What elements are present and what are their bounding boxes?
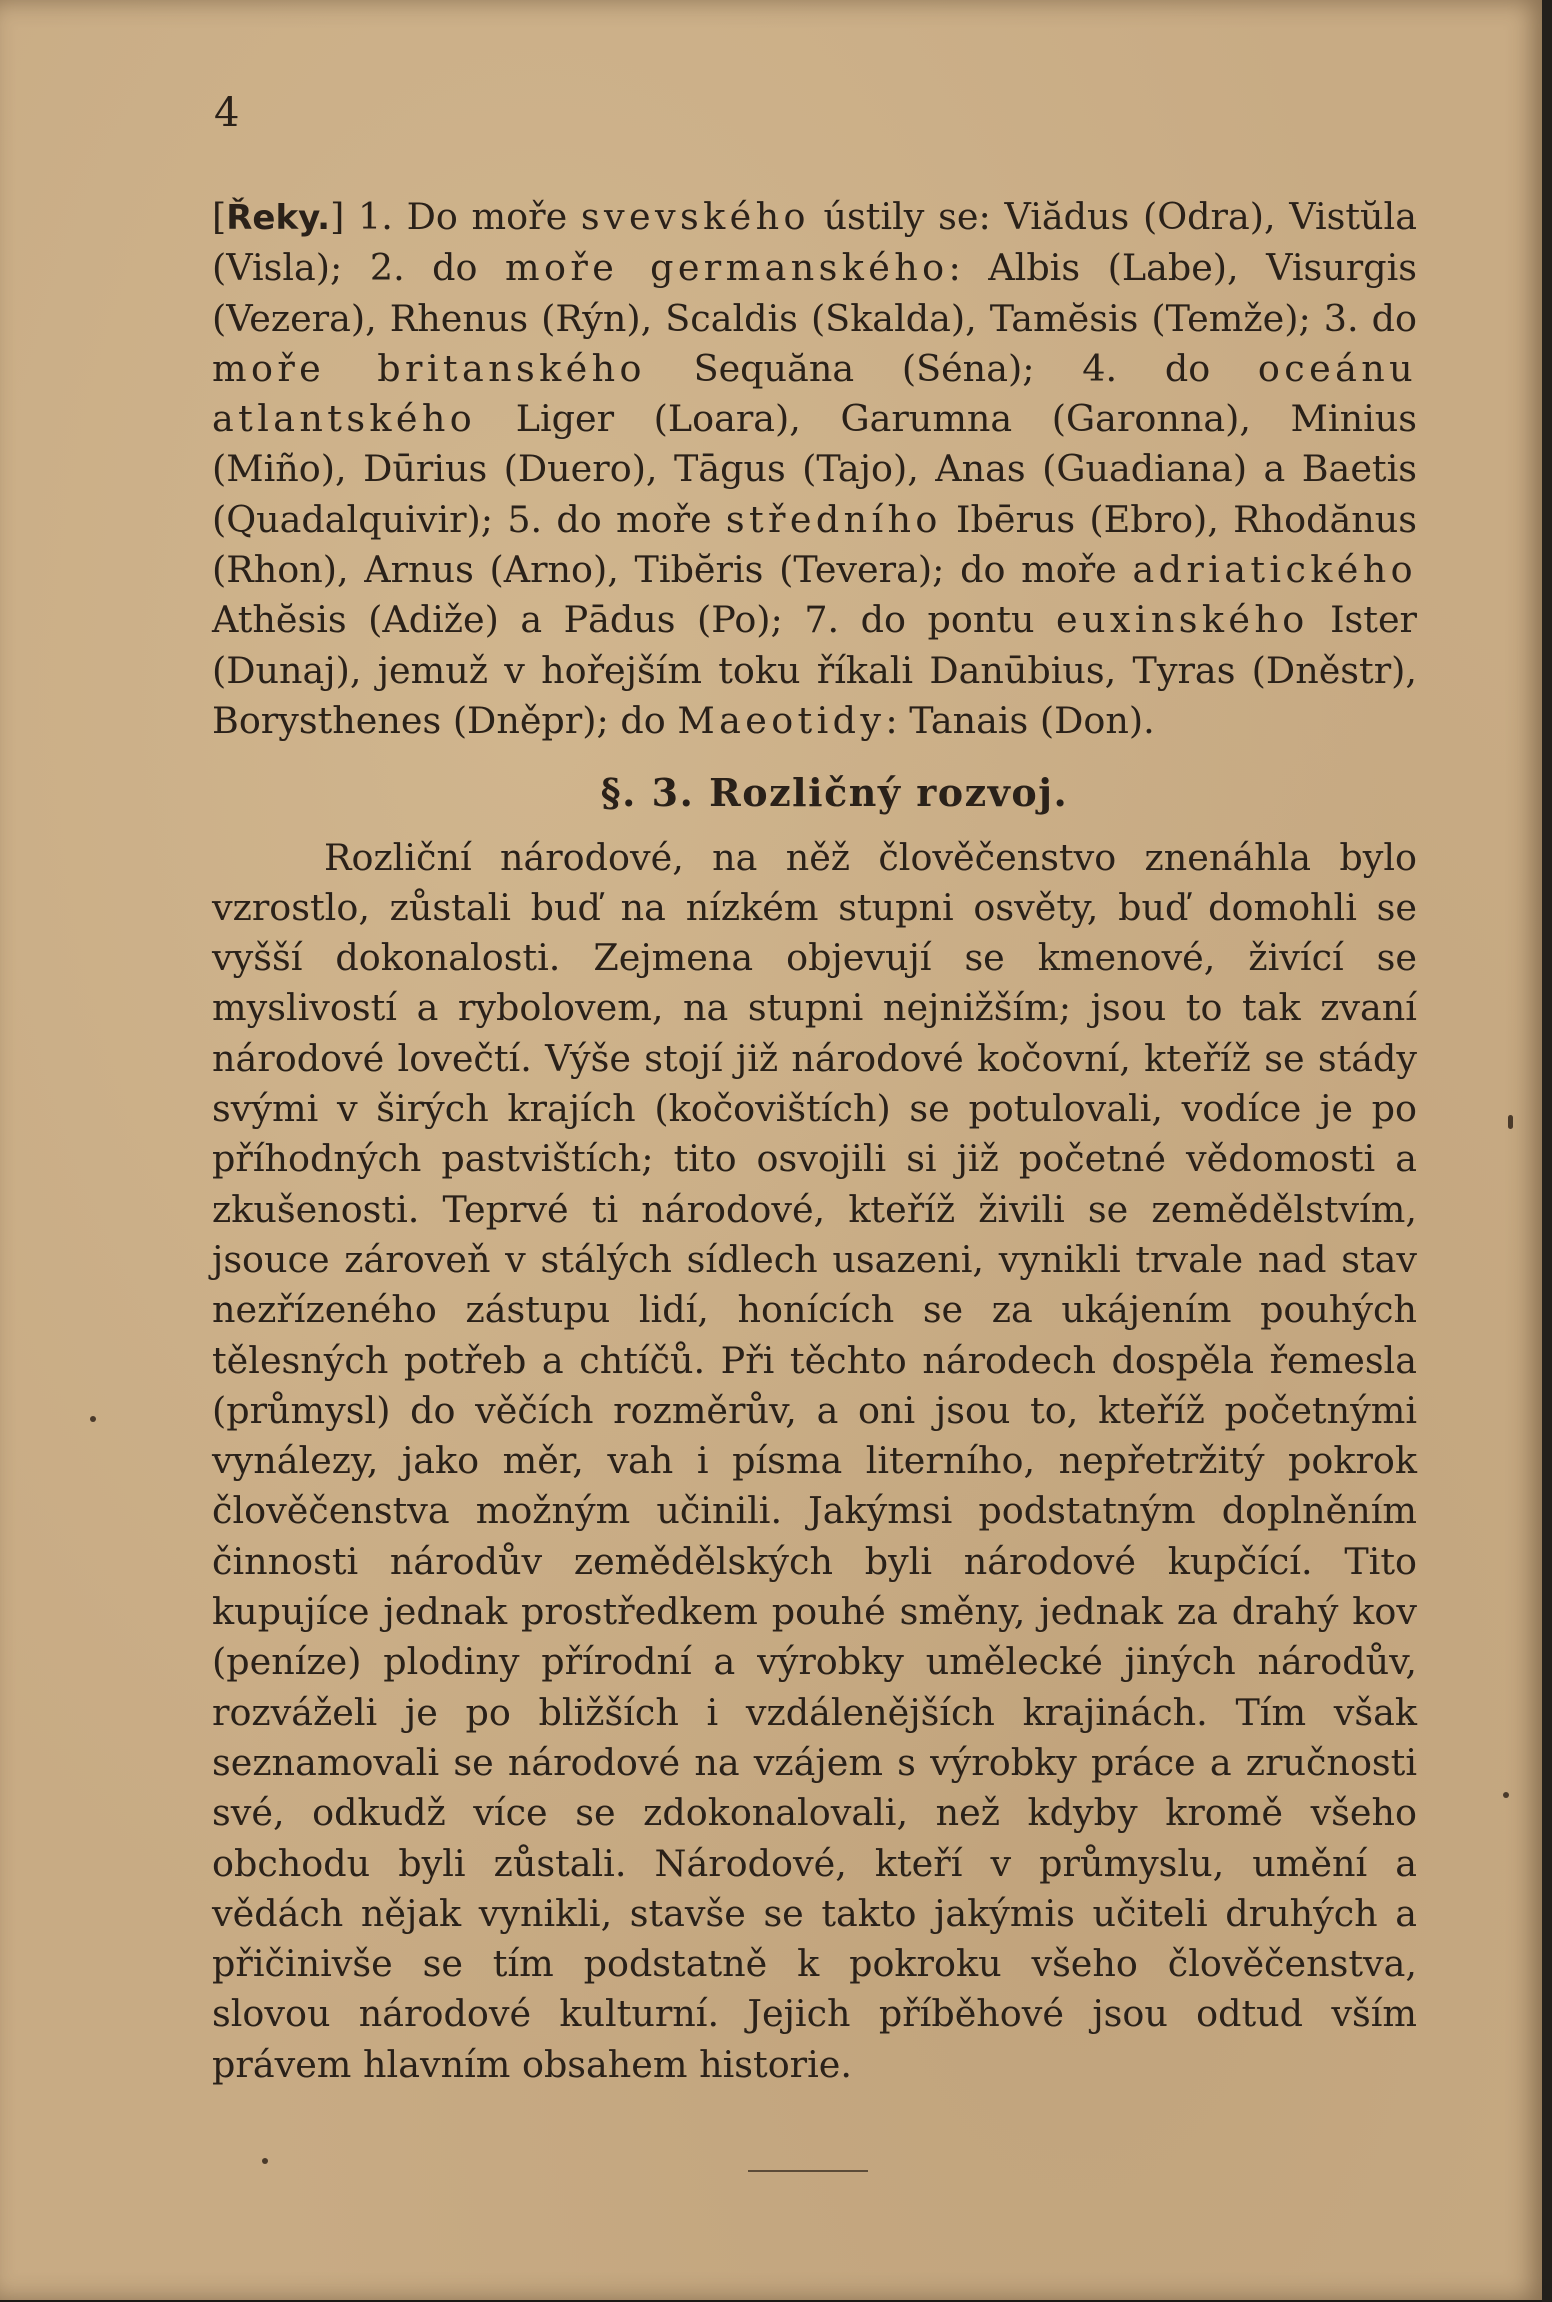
page-number: 4	[214, 90, 240, 136]
rivers-paragraph	[212, 192, 1417, 746]
rivers-emphasis-segment: moře britanského	[212, 346, 646, 390]
page-speck	[262, 2158, 268, 2164]
rivers-text-segment: : Tanais (Don).	[885, 698, 1155, 742]
rivers-emphasis-segment: svevského	[580, 195, 810, 238]
rivers-emphasis-segment: moře germanského	[505, 246, 949, 290]
rivers-label: Řeky.	[226, 198, 331, 238]
rivers-text-segment: 1. Do moře	[344, 195, 581, 238]
page-speck	[1508, 1115, 1513, 1129]
section-heading: §. 3. Rozličný rozvoj.	[600, 770, 1069, 816]
page-speck	[90, 1416, 96, 1422]
bottom-rule	[748, 2170, 868, 2172]
rivers-text-segment: Sequăna (Séna); 4. do	[645, 346, 1258, 390]
rivers-emphasis-segment: Maeotidy	[677, 698, 886, 742]
rivers-emphasis-segment: adriatického	[1132, 548, 1417, 592]
rivers-text-segment: Ibērus (Ebro), Rhodănus (Rhon), Arnus (Arno), Tibĕris (Tevera); do moře	[212, 497, 1417, 592]
page-speck	[1503, 1792, 1509, 1798]
rivers-emphasis-segment: středního	[725, 497, 942, 541]
rivers-label-bracket-close: ]	[330, 195, 345, 238]
rivers-text-segment: Liger (Loara), Garumna (Garonna), Minius (Miño), Dūrius (Duero), Tāgus (Tajo), Anas (Guadiana) a Baetis (Quadalquivir); 5. do moře	[212, 397, 1417, 541]
text-block	[212, 192, 1417, 2090]
rivers-emphasis-segment: euxinského	[1056, 598, 1309, 642]
rivers-emphasis-segment: oceánu atlantského	[212, 346, 1417, 441]
rivers-label-bracket-open: [	[212, 195, 227, 238]
rivers-text-segment: Ister (Dunaj), jemuž v hořejším toku říkali Danūbius, Tyras (Dněstr), Borysthenes (Dněpr); do	[212, 598, 1417, 742]
section-body: Rozliční národové, na něž člověčenstvo znenáhla bylo vzrostlo, zůstali buď na nízkém stupni osvěty, buď domohli se vyšší dokonalosti. Zejmena objevují se kmenové, živící se myslivostí a rybolovem, na stupni nejnižším; jsou to tak zvaní národové lovečtí. Výše stojí již národové kočovní, kteříž se stády svými v širých krajích (kočovištích) se potulovali, vodíce je po příhodných pastvištích; tito osvojili si již početné vědomosti a zkušenosti. Teprvé ti národové, kteříž živili se zemědělstvím, jsouce zároveň v stálých sídlech usazeni, vynikli trvale nad stav nezřízeného zástupu lidí, honících se za ukájením pouhých tělesných potřeb a chtíčů. Při těchto národech dospěla řemesla (průmysl) do věčích rozměrův, a oni jsou to, kteříž početnými vynálezy, jako měr, vah i písma literního, nepřetržitý pokrok člověčenstva možným učinili. Jakýmsi podstatným doplněním činnosti národův zemědělských byli národové kupčící. Tito kupujíce jednak prostředkem pouhé směny, jednak za drahý kov (peníze) plodiny přírodní a výrobky umělecké jiných národův, rozváželi je po bližších i vzdálenějších krajinách. Tím však seznamovali se národové na vzájem s výrobky práce a zručnosti své, odkudž více se zdokonalovali, než kdyby kromě všeho obchodu byli zůstali. Národové, kteří v průmyslu, umění a vědách nějak vynikli, stavše se takto jakýmis učiteli druhých a přičinivše se tím podstatně k pokroku všeho člověčenstva, slovou národové kulturní. Jejich příběhové jsou odtud vším právem hlavním obsahem historie.	[212, 835, 1417, 2086]
rivers-text-segment: ústily se: Viădus (Odra), Vistŭla (Visla); 2. do	[212, 195, 1417, 290]
rivers-text-segment: : Albis (Labe), Visurgis (Vezera), Rhenus (Rýn), Scaldis (Skalda), Tamĕsis (Temže); 3. do	[212, 246, 1417, 340]
page-edge-shadow	[1542, 0, 1552, 2302]
rivers-text-segment: Athĕsis (Adiže) a Pādus (Po); 7. do pontu	[212, 598, 1057, 642]
